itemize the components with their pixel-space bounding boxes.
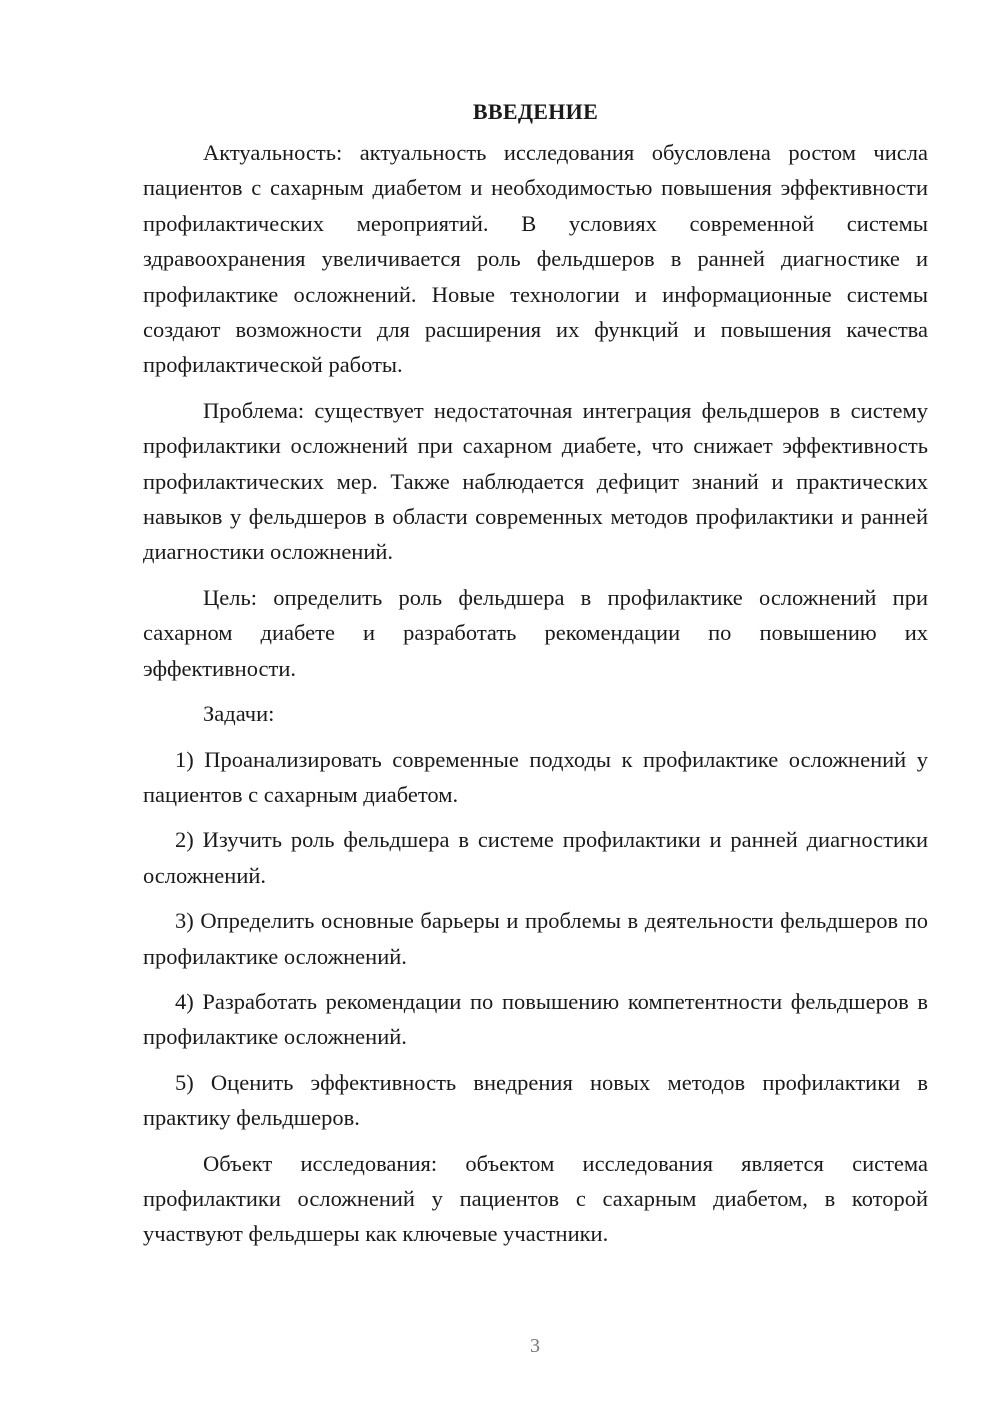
goal-paragraph: Цель: определить роль фельдшера в профилактике осложнений при сахарном диабете и разработать рекомендации по повышению их эффективности. — [143, 584, 928, 681]
problem-paragraph: Проблема: существует недостаточная интеграция фельдшеров в систему профилактики осложнений при сахарном диабете, что снижает эффективность профилактических мер. Также наблюдается дефицит знаний и практических навыков у фельдшеров в области современных методов профилактики и ранней диагностики осложнений. — [143, 397, 928, 565]
section-heading: ВВЕДЕНИЕ — [472, 99, 599, 124]
tasks-label: Задачи: — [203, 701, 275, 727]
task-item: 1) Проанализировать современные подходы к профилактике осложнений у пациентов с сахарным диабетом. — [143, 746, 928, 807]
task-item: 5) Оценить эффективность внедрения новых методов профилактики в практику фельдшеров. — [143, 1069, 928, 1131]
task-item: 3) Определить основные барьеры и проблемы в деятельности фельдшеров по профилактике осложнений. — [143, 908, 928, 969]
object-paragraph: Объект исследования: объектом исследования является система профилактики осложнений у пациентов с сахарным диабетом, в которой участвуют фельдшеры как ключевые участники. — [143, 1150, 928, 1247]
page-number: 3 — [530, 1335, 540, 1357]
relevance-paragraph: Актуальность: актуальность исследования обусловлена ростом числа пациентов с сахарным диабетом и необходимостью повышения эффективности профилактических мероприятий. В условиях современной системы здравоохранения увеличивается роль фельдшеров в ранней диагностике и профилактике осложнений. Новые технологии и информационные системы создают возможности для расширения их функций и повышения качества профилактической работы. — [143, 140, 928, 378]
task-item: 4) Разработать рекомендации по повышению компетентности фельдшеров в профилактике осложнений. — [143, 988, 928, 1050]
tasks-list — [143, 742, 928, 1136]
task-item: 2) Изучить роль фельдшера в системе профилактики и ранней диагностики осложнений. — [143, 827, 928, 888]
page-content — [143, 97, 928, 1262]
